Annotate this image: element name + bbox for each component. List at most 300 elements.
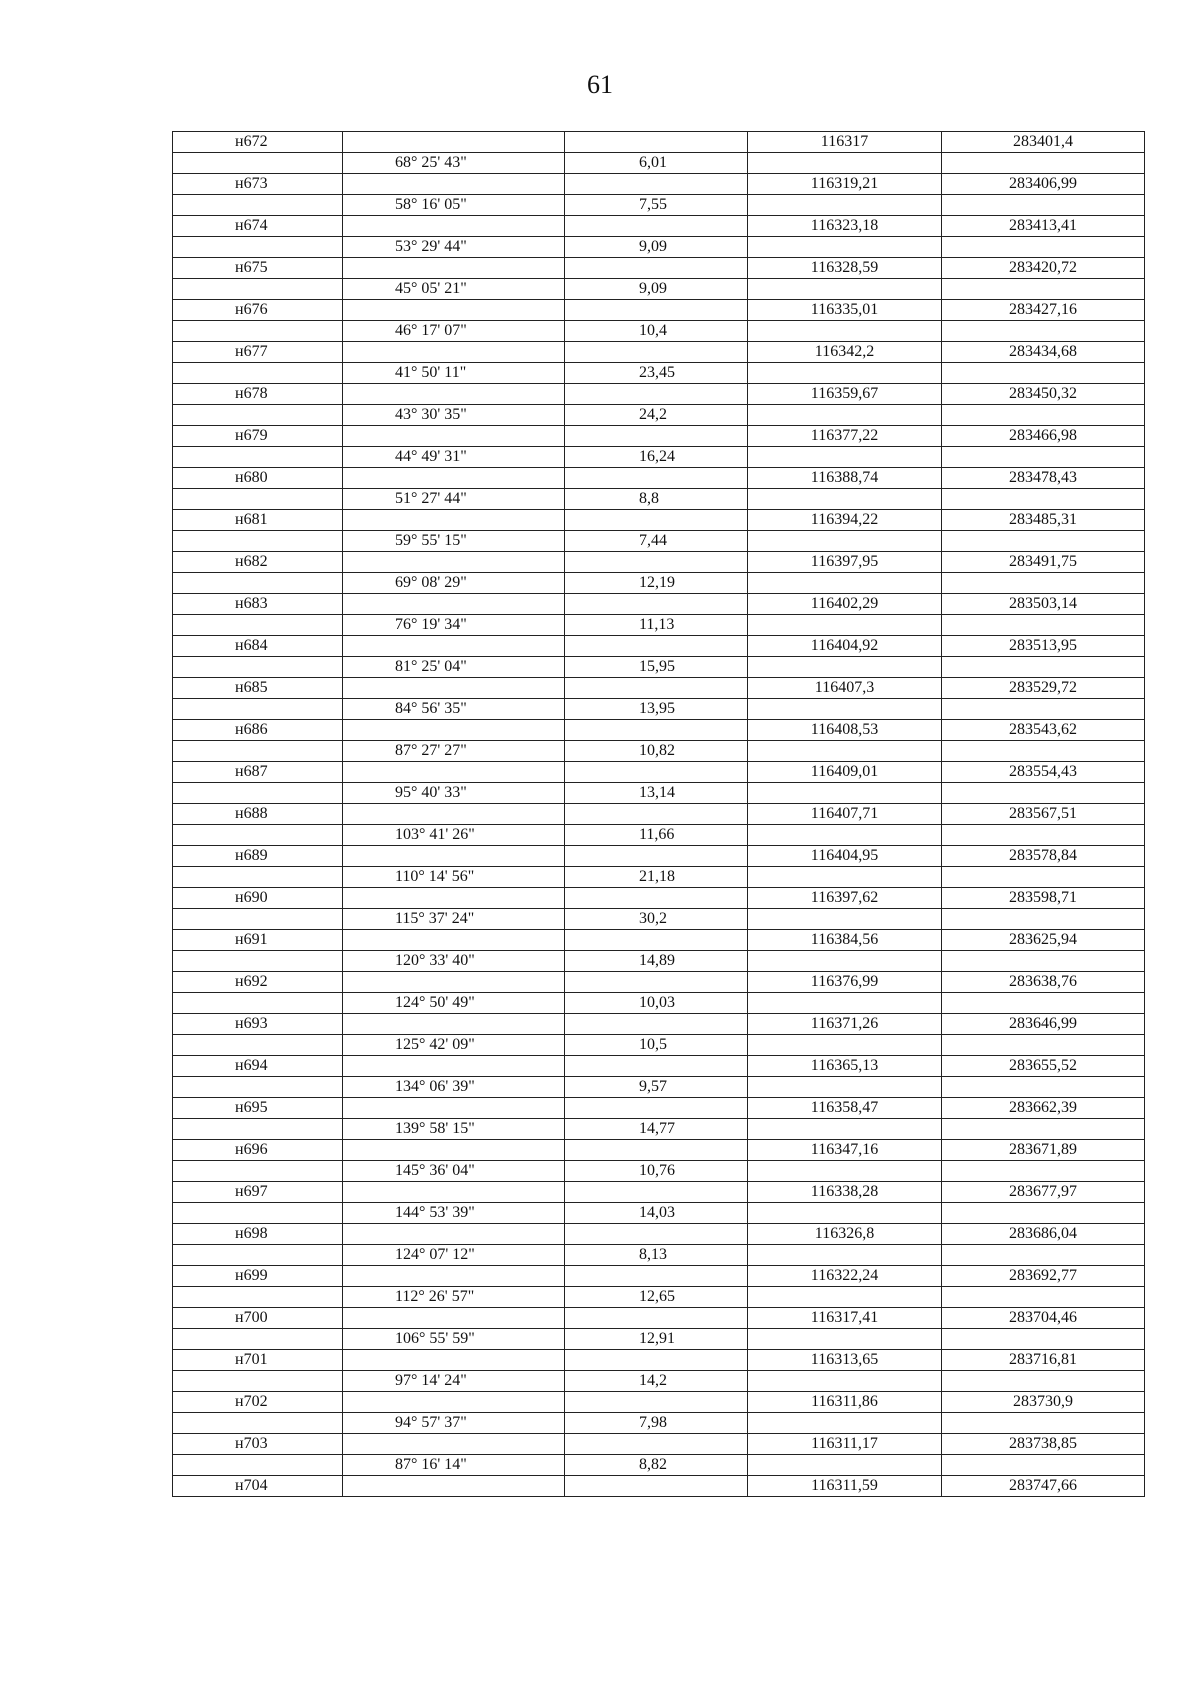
y-coordinate-cell [942, 405, 1145, 426]
x-coordinate-cell: 116376,99 [748, 972, 942, 993]
angle-cell: 110° 14' 56" [343, 867, 565, 888]
x-coordinate-cell [748, 447, 942, 468]
point-cell [173, 783, 343, 804]
y-coordinate-cell: 283401,4 [942, 132, 1145, 153]
point-cell: н694 [173, 1056, 343, 1077]
table-row [173, 447, 1145, 468]
table-row [173, 174, 1145, 195]
y-coordinate-cell: 283738,85 [942, 1434, 1145, 1455]
y-coordinate-cell [942, 447, 1145, 468]
angle-cell: 51° 27' 44" [343, 489, 565, 510]
x-coordinate-cell [748, 699, 942, 720]
point-cell: н677 [173, 342, 343, 363]
point-cell [173, 1287, 343, 1308]
point-cell: н685 [173, 678, 343, 699]
y-coordinate-cell: 283662,39 [942, 1098, 1145, 1119]
distance-cell: 9,09 [565, 279, 748, 300]
x-coordinate-cell [748, 573, 942, 594]
point-cell: н689 [173, 846, 343, 867]
table-row [173, 363, 1145, 384]
y-coordinate-cell: 283716,81 [942, 1350, 1145, 1371]
y-coordinate-cell: 283478,43 [942, 468, 1145, 489]
y-coordinate-cell: 283671,89 [942, 1140, 1145, 1161]
x-coordinate-cell [748, 1203, 942, 1224]
point-cell: н693 [173, 1014, 343, 1035]
x-coordinate-cell [748, 951, 942, 972]
point-cell: н681 [173, 510, 343, 531]
x-coordinate-cell: 116347,16 [748, 1140, 942, 1161]
x-coordinate-cell [748, 993, 942, 1014]
table-row [173, 1056, 1145, 1077]
table-row [173, 1371, 1145, 1392]
point-cell: н682 [173, 552, 343, 573]
x-coordinate-cell [748, 1077, 942, 1098]
x-coordinate-cell [748, 1329, 942, 1350]
distance-cell [565, 720, 748, 741]
table-row [173, 636, 1145, 657]
y-coordinate-cell [942, 993, 1145, 1014]
point-cell: н698 [173, 1224, 343, 1245]
point-cell [173, 279, 343, 300]
point-cell: н684 [173, 636, 343, 657]
distance-cell: 8,82 [565, 1455, 748, 1476]
y-coordinate-cell [942, 615, 1145, 636]
angle-cell: 58° 16' 05" [343, 195, 565, 216]
angle-cell: 103° 41' 26" [343, 825, 565, 846]
table-row [173, 342, 1145, 363]
y-coordinate-cell [942, 1413, 1145, 1434]
y-coordinate-cell: 283406,99 [942, 174, 1145, 195]
distance-cell [565, 1392, 748, 1413]
distance-cell [565, 426, 748, 447]
x-coordinate-cell: 116371,26 [748, 1014, 942, 1035]
angle-cell: 81° 25' 04" [343, 657, 565, 678]
point-cell [173, 657, 343, 678]
x-coordinate-cell: 116408,53 [748, 720, 942, 741]
point-cell [173, 1077, 343, 1098]
y-coordinate-cell [942, 1287, 1145, 1308]
angle-cell: 124° 07' 12" [343, 1245, 565, 1266]
y-coordinate-cell [942, 825, 1145, 846]
angle-cell: 43° 30' 35" [343, 405, 565, 426]
x-coordinate-cell [748, 1161, 942, 1182]
x-coordinate-cell [748, 909, 942, 930]
angle-cell [343, 804, 565, 825]
x-coordinate-cell: 116394,22 [748, 510, 942, 531]
y-coordinate-cell: 283450,32 [942, 384, 1145, 405]
x-coordinate-cell: 116402,29 [748, 594, 942, 615]
angle-cell: 53° 29' 44" [343, 237, 565, 258]
y-coordinate-cell [942, 657, 1145, 678]
distance-cell: 8,8 [565, 489, 748, 510]
y-coordinate-cell [942, 867, 1145, 888]
point-cell: н688 [173, 804, 343, 825]
table-row [173, 1014, 1145, 1035]
y-coordinate-cell: 283543,62 [942, 720, 1145, 741]
angle-cell [343, 1098, 565, 1119]
angle-cell [343, 888, 565, 909]
point-cell [173, 993, 343, 1014]
table-row [173, 300, 1145, 321]
table-row [173, 867, 1145, 888]
table-row [173, 1140, 1145, 1161]
y-coordinate-cell [942, 783, 1145, 804]
y-coordinate-cell: 283554,43 [942, 762, 1145, 783]
y-coordinate-cell [942, 699, 1145, 720]
angle-cell [343, 132, 565, 153]
angle-cell [343, 216, 565, 237]
point-cell: н674 [173, 216, 343, 237]
angle-cell: 112° 26' 57" [343, 1287, 565, 1308]
angle-cell: 95° 40' 33" [343, 783, 565, 804]
distance-cell: 12,91 [565, 1329, 748, 1350]
x-coordinate-cell: 116317 [748, 132, 942, 153]
point-cell: н678 [173, 384, 343, 405]
point-cell [173, 1329, 343, 1350]
distance-cell [565, 216, 748, 237]
distance-cell [565, 1182, 748, 1203]
distance-cell [565, 384, 748, 405]
angle-cell [343, 678, 565, 699]
distance-cell: 24,2 [565, 405, 748, 426]
point-cell: н691 [173, 930, 343, 951]
x-coordinate-cell [748, 741, 942, 762]
x-coordinate-cell: 116409,01 [748, 762, 942, 783]
x-coordinate-cell: 116323,18 [748, 216, 942, 237]
angle-cell [343, 1476, 565, 1497]
table-row [173, 1434, 1145, 1455]
x-coordinate-cell: 116377,22 [748, 426, 942, 447]
distance-cell: 14,2 [565, 1371, 748, 1392]
y-coordinate-cell: 283625,94 [942, 930, 1145, 951]
distance-cell [565, 258, 748, 279]
y-coordinate-cell: 283466,98 [942, 426, 1145, 447]
table-row [173, 510, 1145, 531]
angle-cell [343, 552, 565, 573]
y-coordinate-cell: 283686,04 [942, 1224, 1145, 1245]
point-cell: н703 [173, 1434, 343, 1455]
table-row [173, 993, 1145, 1014]
table-row [173, 783, 1145, 804]
distance-cell: 23,45 [565, 363, 748, 384]
distance-cell: 10,82 [565, 741, 748, 762]
y-coordinate-cell [942, 909, 1145, 930]
table-row [173, 615, 1145, 636]
distance-cell [565, 678, 748, 699]
point-cell [173, 1245, 343, 1266]
distance-cell [565, 888, 748, 909]
point-cell: н697 [173, 1182, 343, 1203]
x-coordinate-cell: 116404,92 [748, 636, 942, 657]
table-row [173, 741, 1145, 762]
table-row [173, 1455, 1145, 1476]
y-coordinate-cell: 283413,41 [942, 216, 1145, 237]
point-cell [173, 1119, 343, 1140]
angle-cell: 44° 49' 31" [343, 447, 565, 468]
x-coordinate-cell [748, 615, 942, 636]
y-coordinate-cell: 283427,16 [942, 300, 1145, 321]
x-coordinate-cell [748, 657, 942, 678]
y-coordinate-cell: 283420,72 [942, 258, 1145, 279]
table-row [173, 1224, 1145, 1245]
angle-cell: 87° 16' 14" [343, 1455, 565, 1476]
angle-cell: 115° 37' 24" [343, 909, 565, 930]
angle-cell: 125° 42' 09" [343, 1035, 565, 1056]
distance-cell: 10,5 [565, 1035, 748, 1056]
table-row [173, 1161, 1145, 1182]
angle-cell [343, 1182, 565, 1203]
distance-cell: 10,76 [565, 1161, 748, 1182]
y-coordinate-cell [942, 1077, 1145, 1098]
table-row [173, 1308, 1145, 1329]
distance-cell: 12,65 [565, 1287, 748, 1308]
point-cell [173, 1413, 343, 1434]
angle-cell [343, 762, 565, 783]
table-row [173, 804, 1145, 825]
distance-cell [565, 804, 748, 825]
x-coordinate-cell: 116335,01 [748, 300, 942, 321]
point-cell [173, 573, 343, 594]
y-coordinate-cell [942, 1035, 1145, 1056]
distance-cell: 10,4 [565, 321, 748, 342]
x-coordinate-cell [748, 279, 942, 300]
y-coordinate-cell [942, 1161, 1145, 1182]
table-row [173, 216, 1145, 237]
point-cell: н699 [173, 1266, 343, 1287]
table-row [173, 279, 1145, 300]
angle-cell [343, 1434, 565, 1455]
table-row [173, 762, 1145, 783]
distance-cell [565, 1224, 748, 1245]
table-row [173, 720, 1145, 741]
y-coordinate-cell: 283677,97 [942, 1182, 1145, 1203]
angle-cell: 145° 36' 04" [343, 1161, 565, 1182]
table-row [173, 489, 1145, 510]
distance-cell [565, 1350, 748, 1371]
table-row [173, 1119, 1145, 1140]
distance-cell: 16,24 [565, 447, 748, 468]
point-cell [173, 825, 343, 846]
angle-cell: 84° 56' 35" [343, 699, 565, 720]
angle-cell: 144° 53' 39" [343, 1203, 565, 1224]
x-coordinate-cell [748, 405, 942, 426]
y-coordinate-cell [942, 951, 1145, 972]
point-cell [173, 1161, 343, 1182]
x-coordinate-cell: 116311,17 [748, 1434, 942, 1455]
y-coordinate-cell [942, 1203, 1145, 1224]
distance-cell: 6,01 [565, 153, 748, 174]
angle-cell [343, 1350, 565, 1371]
table-row [173, 468, 1145, 489]
y-coordinate-cell [942, 489, 1145, 510]
x-coordinate-cell [748, 1455, 942, 1476]
y-coordinate-cell: 283491,75 [942, 552, 1145, 573]
point-cell [173, 447, 343, 468]
distance-cell [565, 1098, 748, 1119]
distance-cell: 30,2 [565, 909, 748, 930]
point-cell [173, 1455, 343, 1476]
y-coordinate-cell: 283529,72 [942, 678, 1145, 699]
y-coordinate-cell: 283747,66 [942, 1476, 1145, 1497]
x-coordinate-cell [748, 783, 942, 804]
point-cell [173, 1371, 343, 1392]
distance-cell: 9,09 [565, 237, 748, 258]
angle-cell [343, 300, 565, 321]
distance-cell [565, 930, 748, 951]
distance-cell [565, 1140, 748, 1161]
y-coordinate-cell [942, 321, 1145, 342]
angle-cell [343, 846, 565, 867]
table-row [173, 1245, 1145, 1266]
x-coordinate-cell [748, 1413, 942, 1434]
table-row [173, 1392, 1145, 1413]
y-coordinate-cell [942, 195, 1145, 216]
angle-cell: 120° 33' 40" [343, 951, 565, 972]
point-cell [173, 951, 343, 972]
distance-cell [565, 762, 748, 783]
x-coordinate-cell [748, 1371, 942, 1392]
angle-cell [343, 384, 565, 405]
distance-cell: 14,77 [565, 1119, 748, 1140]
page-number: 61 [587, 70, 613, 99]
angle-cell [343, 426, 565, 447]
point-cell: н680 [173, 468, 343, 489]
y-coordinate-cell: 283578,84 [942, 846, 1145, 867]
angle-cell [343, 468, 565, 489]
table-row [173, 825, 1145, 846]
angle-cell: 46° 17' 07" [343, 321, 565, 342]
angle-cell: 59° 55' 15" [343, 531, 565, 552]
x-coordinate-cell: 116317,41 [748, 1308, 942, 1329]
x-coordinate-cell: 116407,3 [748, 678, 942, 699]
angle-cell [343, 1266, 565, 1287]
angle-cell: 41° 50' 11" [343, 363, 565, 384]
table-row [173, 678, 1145, 699]
angle-cell: 45° 05' 21" [343, 279, 565, 300]
point-cell: н686 [173, 720, 343, 741]
point-cell: н696 [173, 1140, 343, 1161]
angle-cell [343, 174, 565, 195]
x-coordinate-cell [748, 1287, 942, 1308]
point-cell: н673 [173, 174, 343, 195]
x-coordinate-cell: 116311,86 [748, 1392, 942, 1413]
point-cell [173, 195, 343, 216]
x-coordinate-cell: 116397,62 [748, 888, 942, 909]
y-coordinate-cell [942, 363, 1145, 384]
table-row [173, 321, 1145, 342]
point-cell [173, 363, 343, 384]
point-cell [173, 741, 343, 762]
table-row [173, 237, 1145, 258]
y-coordinate-cell: 283434,68 [942, 342, 1145, 363]
table-row [173, 258, 1145, 279]
angle-cell: 134° 06' 39" [343, 1077, 565, 1098]
y-coordinate-cell: 283598,71 [942, 888, 1145, 909]
coordinates-table-body [173, 132, 1145, 1497]
table-row [173, 531, 1145, 552]
x-coordinate-cell: 116359,67 [748, 384, 942, 405]
x-coordinate-cell: 116365,13 [748, 1056, 942, 1077]
point-cell [173, 699, 343, 720]
distance-cell: 11,13 [565, 615, 748, 636]
y-coordinate-cell [942, 1245, 1145, 1266]
distance-cell: 14,89 [565, 951, 748, 972]
table-row [173, 951, 1145, 972]
angle-cell [343, 342, 565, 363]
angle-cell [343, 1392, 565, 1413]
angle-cell [343, 594, 565, 615]
point-cell: н700 [173, 1308, 343, 1329]
x-coordinate-cell: 116338,28 [748, 1182, 942, 1203]
angle-cell: 87° 27' 27" [343, 741, 565, 762]
x-coordinate-cell: 116342,2 [748, 342, 942, 363]
x-coordinate-cell [748, 363, 942, 384]
y-coordinate-cell: 283692,77 [942, 1266, 1145, 1287]
angle-cell: 124° 50' 49" [343, 993, 565, 1014]
distance-cell [565, 552, 748, 573]
y-coordinate-cell: 283567,51 [942, 804, 1145, 825]
table-row [173, 426, 1145, 447]
distance-cell [565, 846, 748, 867]
distance-cell [565, 174, 748, 195]
angle-cell: 94° 57' 37" [343, 1413, 565, 1434]
distance-cell: 13,14 [565, 783, 748, 804]
point-cell [173, 867, 343, 888]
coordinates-table [172, 131, 1145, 1497]
table-row [173, 1329, 1145, 1350]
point-cell: н675 [173, 258, 343, 279]
point-cell: н683 [173, 594, 343, 615]
table-row [173, 1203, 1145, 1224]
angle-cell [343, 930, 565, 951]
distance-cell [565, 636, 748, 657]
angle-cell: 69° 08' 29" [343, 573, 565, 594]
distance-cell: 8,13 [565, 1245, 748, 1266]
distance-cell: 7,98 [565, 1413, 748, 1434]
angle-cell [343, 1140, 565, 1161]
x-coordinate-cell: 116404,95 [748, 846, 942, 867]
angle-cell [343, 720, 565, 741]
x-coordinate-cell [748, 1245, 942, 1266]
angle-cell: 106° 55' 59" [343, 1329, 565, 1350]
table-row [173, 1182, 1145, 1203]
y-coordinate-cell: 283730,9 [942, 1392, 1145, 1413]
distance-cell [565, 1476, 748, 1497]
y-coordinate-cell [942, 573, 1145, 594]
x-coordinate-cell [748, 195, 942, 216]
distance-cell [565, 1056, 748, 1077]
table-row [173, 699, 1145, 720]
y-coordinate-cell [942, 1119, 1145, 1140]
table-row [173, 1035, 1145, 1056]
distance-cell [565, 132, 748, 153]
x-coordinate-cell [748, 825, 942, 846]
x-coordinate-cell: 116358,47 [748, 1098, 942, 1119]
distance-cell: 7,55 [565, 195, 748, 216]
distance-cell: 14,03 [565, 1203, 748, 1224]
table-row [173, 195, 1145, 216]
table-row [173, 552, 1145, 573]
y-coordinate-cell: 283485,31 [942, 510, 1145, 531]
y-coordinate-cell [942, 1329, 1145, 1350]
distance-cell: 9,57 [565, 1077, 748, 1098]
angle-cell [343, 510, 565, 531]
angle-cell [343, 1224, 565, 1245]
angle-cell [343, 1308, 565, 1329]
x-coordinate-cell: 116328,59 [748, 258, 942, 279]
distance-cell [565, 510, 748, 531]
angle-cell [343, 972, 565, 993]
